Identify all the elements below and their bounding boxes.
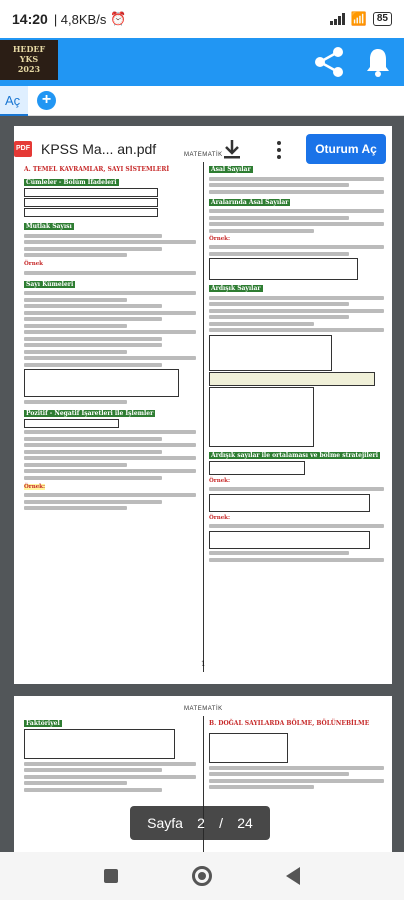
page-number: 1 (201, 660, 206, 668)
page-label: Sayfa (147, 815, 183, 831)
text-line (209, 551, 349, 555)
more-vert-icon[interactable] (276, 140, 282, 160)
text-line (24, 350, 127, 354)
example-label: Örnek: (209, 514, 231, 521)
back-button[interactable] (286, 867, 300, 885)
text-line (209, 309, 384, 313)
formula-box (24, 729, 175, 759)
text-line (209, 222, 384, 226)
text-line (24, 506, 127, 510)
text-line (24, 443, 196, 447)
page-separator: / (219, 815, 224, 831)
text-line (209, 296, 384, 300)
text-line (24, 476, 162, 480)
formula-box (209, 258, 358, 280)
text-line (24, 781, 127, 785)
text-line (24, 450, 162, 454)
formula-box (209, 461, 305, 475)
text-line (24, 788, 162, 792)
section-heading: Asal Sayılar (211, 166, 251, 173)
text-line (209, 252, 349, 256)
status-bar (0, 0, 404, 38)
text-line (24, 493, 196, 497)
pdf-viewer[interactable] (0, 116, 404, 852)
network-speed: | 4,8KB/s (53, 11, 107, 27)
text-line (209, 190, 384, 194)
text-line (209, 245, 384, 249)
section-heading: Sayı Kümeleri (26, 280, 74, 288)
table-box (209, 494, 370, 512)
text-line (24, 768, 162, 772)
text-line (24, 317, 162, 321)
text-line (24, 500, 162, 504)
text-line (24, 247, 162, 251)
section-title: A. TEMEL KAVRAMLAR, SAYI SİSTEMLERİ (24, 166, 170, 173)
page-banner: MATEMATİK (184, 706, 223, 712)
text-line (209, 302, 349, 306)
left-column (24, 166, 196, 513)
file-name: KPSS Ma... an.pdf (38, 141, 159, 157)
recents-button[interactable] (104, 869, 118, 883)
section-heading: Pozitif - Negatif İşaretleri ile İşlemler (26, 409, 154, 417)
text-line (24, 456, 196, 460)
section-heading: Ardışık Sayılar (211, 285, 261, 292)
text-line (24, 330, 196, 334)
app-logo[interactable] (0, 40, 58, 80)
system-nav-bar (0, 852, 404, 900)
example-label: Örnek: (209, 235, 231, 242)
formula-box (24, 419, 119, 428)
text-line (209, 487, 384, 491)
text-line (24, 363, 162, 367)
section-heading: Cümleler - Bölüm İfadeleri (26, 179, 117, 186)
section-heading: Faktöriyel (26, 720, 60, 727)
example-label: Örnek: (24, 483, 46, 490)
text-line (209, 177, 384, 181)
text-line (24, 253, 127, 257)
note-box (209, 372, 375, 386)
battery-icon: 85 (373, 12, 392, 26)
text-line (24, 304, 162, 308)
pdf-header (14, 132, 390, 166)
text-line (24, 291, 196, 295)
home-button[interactable] (192, 866, 212, 886)
formula-box (24, 188, 158, 197)
formula-box (209, 335, 332, 371)
download-icon[interactable] (222, 138, 242, 160)
example-label: Örnek (24, 261, 43, 267)
text-line (209, 315, 349, 319)
text-line (209, 779, 384, 783)
sets-table (24, 369, 179, 397)
table-box (209, 531, 370, 549)
section-heading: Ardışık sayılar ile ortalaması ve bölme stratejileri (211, 451, 378, 459)
signal-icon (330, 13, 345, 25)
example-label: Örnek: (209, 477, 231, 484)
text-line (24, 469, 196, 473)
right-column (209, 720, 384, 792)
page-indicator (130, 806, 270, 840)
sign-in-button[interactable]: Oturum Aç (306, 134, 386, 164)
left-column (24, 720, 196, 794)
formula-box (24, 198, 158, 207)
current-page[interactable]: 2 (197, 815, 205, 831)
text-line (24, 298, 127, 302)
text-line (24, 234, 162, 238)
text-line (24, 311, 196, 315)
tab-bar (0, 86, 404, 116)
text-line (24, 240, 196, 244)
tab-open[interactable]: Aç (0, 86, 28, 116)
section-title: B. DOĞAL SAYILARDA BÖLME, BÖLÜNEBİLME (209, 720, 370, 727)
page-banner: MATEMATİK (184, 152, 223, 158)
formula-box (209, 387, 314, 447)
text-line (24, 343, 162, 347)
text-line (209, 766, 384, 770)
text-line (209, 785, 314, 789)
text-line (209, 209, 384, 213)
total-pages: 24 (237, 815, 253, 831)
text-line (24, 337, 162, 341)
text-line (24, 271, 196, 275)
text-line (24, 356, 196, 360)
text-line (24, 430, 196, 434)
formula-box (24, 208, 158, 217)
text-line (209, 524, 384, 528)
text-line (24, 775, 196, 779)
text-line (209, 328, 384, 332)
text-line (24, 400, 127, 404)
text-line (209, 772, 349, 776)
share-icon[interactable] (312, 46, 346, 78)
pdf-page-1 (14, 126, 392, 684)
division-diagram (209, 733, 288, 763)
section-heading: Mutlak Sayısı (26, 223, 72, 230)
text-line (209, 558, 384, 562)
logo-line: HEDEF (12, 44, 46, 54)
text-line (209, 229, 314, 233)
text-line (24, 437, 162, 441)
right-column (209, 166, 384, 564)
text-line (209, 216, 349, 220)
text-line (209, 322, 314, 326)
wifi-icon: 📶 (350, 11, 367, 26)
bell-icon[interactable] (364, 46, 392, 78)
section-heading: Aralarında Asal Sayılar (211, 198, 289, 206)
text-line (24, 324, 127, 328)
logo-line: YKS (19, 54, 39, 64)
alarm-icon: ⏰ (110, 11, 127, 26)
pdf-file-icon: PDF (14, 141, 32, 157)
add-tab-button[interactable]: + (37, 91, 56, 110)
column-divider (203, 162, 204, 672)
text-line (24, 762, 196, 766)
text-line (24, 463, 127, 467)
app-toolbar (0, 38, 404, 86)
text-line (209, 183, 349, 187)
logo-line: 2023 (17, 64, 41, 74)
clock: 14:20 (12, 11, 48, 27)
